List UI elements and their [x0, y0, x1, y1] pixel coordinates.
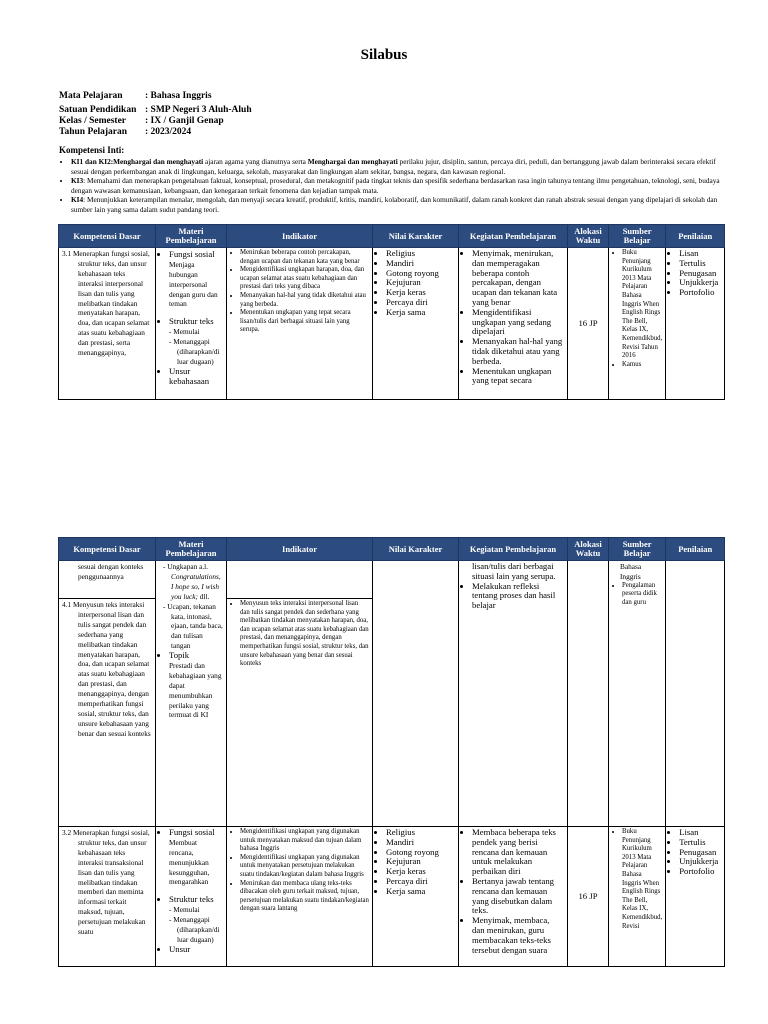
header-indikator: Indikator	[227, 225, 373, 248]
cell-sumber: Bahasa Inggris • Pengalaman peserta didik dan guru	[609, 561, 666, 827]
cell-kompetensi-dasar: 4.1 Menyusun teks interaksi interpersonal lisan dan tulis sangat pendek dan sederhana yang melibatkan tindakan menyatakan harapan, doa, dan ucapan selamat atas suatu kebahagiaan dan prestasi, dan menanggapinya, dengan memperhatikan fungsi sosial, struktur teks, dan unsure kebahasaan yang benar dan sesuai konteks	[59, 599, 156, 827]
header-penilaian: Penilaian	[666, 538, 725, 561]
meta-row-school	[59, 105, 252, 116]
cell-indikator: • Menirukan beberapa contoh percakapan, dengan ucapan dan tekanan kata yang benar • Mengidentifikasi ungkapan harapan, doa, dan ucapan selamat atas suatu kebahagiaan dan prestasi dari teks yang dibaca • Menanyakan hal-hal yang tidak diketahui atau yang berbeda. • Menentukan ungkapan yang tepat secara lisan/tulis dari berbagai situasi lain yang serupa.	[227, 248, 373, 400]
table-header-row	[59, 538, 725, 561]
kompetensi-inti	[59, 145, 731, 215]
header-kompetensi-dasar: Kompetensi Dasar	[59, 225, 156, 248]
meta-value: : 2023/2024	[145, 127, 192, 137]
header-sumber: Sumber Belajar	[609, 225, 666, 248]
cell-penilaian: • Lisan • Tertulis • Penugasan • Unjukkerja • Portofolio	[666, 827, 725, 967]
cell-alokasi: 16 JP	[568, 248, 609, 400]
cell-indikator	[227, 561, 373, 599]
table-row	[59, 827, 725, 967]
meta-label: Satuan Pendidikan	[59, 105, 137, 115]
header-nilai-karakter: Nilai Karakter	[373, 225, 459, 248]
cell-nilai-karakter	[373, 561, 459, 827]
cell-sumber: • Buku Penunjang Kurikulum 2013 Mata Pelajaran Bahasa Inggris When English Rings The Bell, Kelas IX, Kemendikbud, Revisi Tahun 2016 • Kamus	[609, 248, 666, 400]
meta-value: : IX / Ganjil Genap	[145, 116, 224, 126]
cell-nilai-karakter: • Religius • Mandiri • Gotong royong • Kejujuran • Kerja keras • Percaya diri • Kerja sama	[373, 827, 459, 967]
cell-alokasi	[568, 561, 609, 827]
meta-row-subject	[59, 91, 252, 102]
syllabus-table-2	[58, 537, 725, 967]
ki-item-3: • KI3: Memahami dan menerapkan pengetahuan faktual, konseptual, prosedural, dan metakognitif pada tingkat teknis dan spesifik sederhana berdasarkan rasa ingin tahunya tentang ilmu pengetahuan, teknologi, seni, budaya dengan wawasan kemanusiaan, kebangsaan, dan kenegaraan terkait fenomena dan kejadian tampak mata.	[71, 176, 731, 195]
cell-penilaian	[666, 561, 725, 827]
cell-kompetensi-dasar: sesuai dengan konteks penggunaannya	[59, 561, 156, 599]
meta-value: : SMP Negeri 3 Aluh-Aluh	[145, 105, 252, 115]
syllabus-table-1	[58, 224, 725, 400]
meta-label: Mata Pelajaran	[59, 91, 123, 101]
cell-kompetensi-dasar: 3.1 Menerapkan fungsi sosial, struktur teks, dan unsur kebahasaan teks interaksi interpersonal lisan dan tulis yang melibatkan tindakan menyatakan harapan, doa, dan ucapan selamat atas suatu kebahagiaan dan prestasi, serta menanggapinya,	[59, 248, 156, 400]
ki-heading: Kompetensi Inti:	[59, 145, 125, 155]
cell-indikator: • Mengidentifikasi ungkapan yang digunakan untuk menyatakan maksud dan tujuan dalam bahasa Inggris • Mengidentifikasi ungkapan yang digunakan untuk menyatakan persetujuan melakukan suatu tindakan/kegiatan dalam bahasa Inggris • Menirukan dan membaca ulang teks-teks dibacakan oleh guru terkait maksud, tujuan, persetujuan melakukan suatu tindakan/kegiatan dengan suara lantang	[227, 827, 373, 967]
cell-kompetensi-dasar: 3.2 Menerapkan fungsi sosial, struktur teks, dan unsur kebahasaan teks interaksi transaksional lisan dan tulis yang melibatkan tindakan memberi dan meminta informasi terkait maksud, tujuan, persetujuan melakukan suatu	[59, 827, 156, 967]
header-kompetensi-dasar: Kompetensi Dasar	[59, 538, 156, 561]
header-nilai-karakter: Nilai Karakter	[373, 538, 459, 561]
table-row	[59, 248, 725, 400]
header-materi: Materi Pembelajaran	[156, 225, 227, 248]
header-kegiatan: Kegiatan Pembelajaran	[459, 538, 568, 561]
header-kegiatan: Kegiatan Pembelajaran	[459, 225, 568, 248]
page-title: Silabus	[360, 47, 408, 63]
cell-kegiatan: • Membaca beberapa teks pendek yang berisi rencana dan kemauan untuk melakukan perbaikan diri • Bertanya jawab tentang rencana dan kemauan yang disebutkan dalam teks. • Menyimak, membaca, dan menirukan, guru membacakan teks-teks tersebut dengan suara	[459, 827, 568, 967]
cell-materi: - Ungkapan a.l. Congratulations, I hope so, I wish you luck; dll. - Ucapan, tekanan kata, intonasi, ejaan, tanda baca, dan tulisan tangan • Topik Prestadi dan kebahagiaan yang dapat menumbuhkan perilaku yang termuat di KI	[156, 561, 227, 827]
cell-sumber: • Buku Penunjang Kurikulum 2013 Mata Pelajaran Bahasa Inggris When English Rings The Bell, Kelas IX, Kemendikbud, Revisi	[609, 827, 666, 967]
header-indikator: Indikator	[227, 538, 373, 561]
meta-value: : Bahasa Inggris	[145, 91, 212, 101]
meta-row-year	[59, 127, 252, 138]
header-alokasi: Alokasi Waktu	[568, 225, 609, 248]
cell-kegiatan: • Menyimak, menirukan, dan memperagakan beberapa contoh percakapan, dengan ucapan dan tekanan kata yang benar • Mengidentifikasi ungkapan yang sedang dipelajari • Menanyakan hal-hal yang tidak diketahui atau yang berbeda. • Menentukan ungkapan yang tepat secara	[459, 248, 568, 400]
header-penilaian: Penilaian	[666, 225, 725, 248]
meta-row-class	[59, 116, 252, 127]
header-materi: Materi Pembelajaran	[156, 538, 227, 561]
cell-materi: • Fungsi sosial Menjaga hubungan interpersonal dengan guru dan teman • Struktur teks - Memulai - Menanggapi (diharapkan/di luar dugaan) • Unsur kebahasaan	[156, 248, 227, 400]
meta-label: Tahun Pelajaran	[59, 127, 128, 137]
ki-item-4: • KI4: Menunjukkan keterampilan menalar, mengolah, dan menyaji secara kreatif, produktif, kritis, mandiri, kolaboratif, dan komunikatif, dalam ranah konkret dan ranah abstrak sesuai dengan yang dipelajari di sekolah dan sumber lain yang sama dalam sudut pandang teori.	[71, 195, 731, 214]
cell-materi: • Fungsi sosial Membuat rencana, menunjukkan kesungguhan, mengarahkan • Struktur teks - Memulai - Menanggapi (diharapkan/di luar dugaan) • Unsur	[156, 827, 227, 967]
header-alokasi: Alokasi Waktu	[568, 538, 609, 561]
cell-indikator: • Menyusun teks interaksi interpersonal lisan dan tulis sangat pendek dan sederhana yang melibatkan tindakan menyatakan harapan, doa, dan ucapan selamat atas suatu kebahagiaan dan prestasi, dan menanggapinya, dengan memperhatikan fungsi sosial, struktur teks, dan unsure kebahasaan yang benar dan sesuai konteks	[227, 599, 373, 827]
table-row	[59, 561, 725, 599]
cell-alokasi: 16 JP	[568, 827, 609, 967]
header-sumber: Sumber Belajar	[609, 538, 666, 561]
table-header-row	[59, 225, 725, 248]
ki-item-1-2: • KI1 dan KI2:Menghargai dan menghayati ajaran agama yang dianutnya serta Menghargai dan menghayati perilaku jujur, disiplin, santun, percaya diri, peduli, dan bertanggung jawab dalam berinteraksi secara efektif sesuai dengan perkembangan anak di lingkungan, keluarga, sekolah, masyarakat dan lingkungan alam sekitar, bangsa, negara, dan kawasan regional.	[71, 157, 731, 176]
document-meta	[59, 91, 252, 138]
meta-label: Kelas / Semester	[59, 116, 127, 126]
cell-penilaian: • Lisan • Tertulis • Penugasan • Unjukkerja • Portofolio	[666, 248, 725, 400]
cell-nilai-karakter: • Religius • Mandiri • Gotong royong • Kejujuran • Kerja keras • Percaya diri • Kerja sama	[373, 248, 459, 400]
cell-kegiatan: lisan/tulis dari berbagai situasi lain yang serupa. • Melakukan refleksi tentang proses dan hasil belajar	[459, 561, 568, 827]
